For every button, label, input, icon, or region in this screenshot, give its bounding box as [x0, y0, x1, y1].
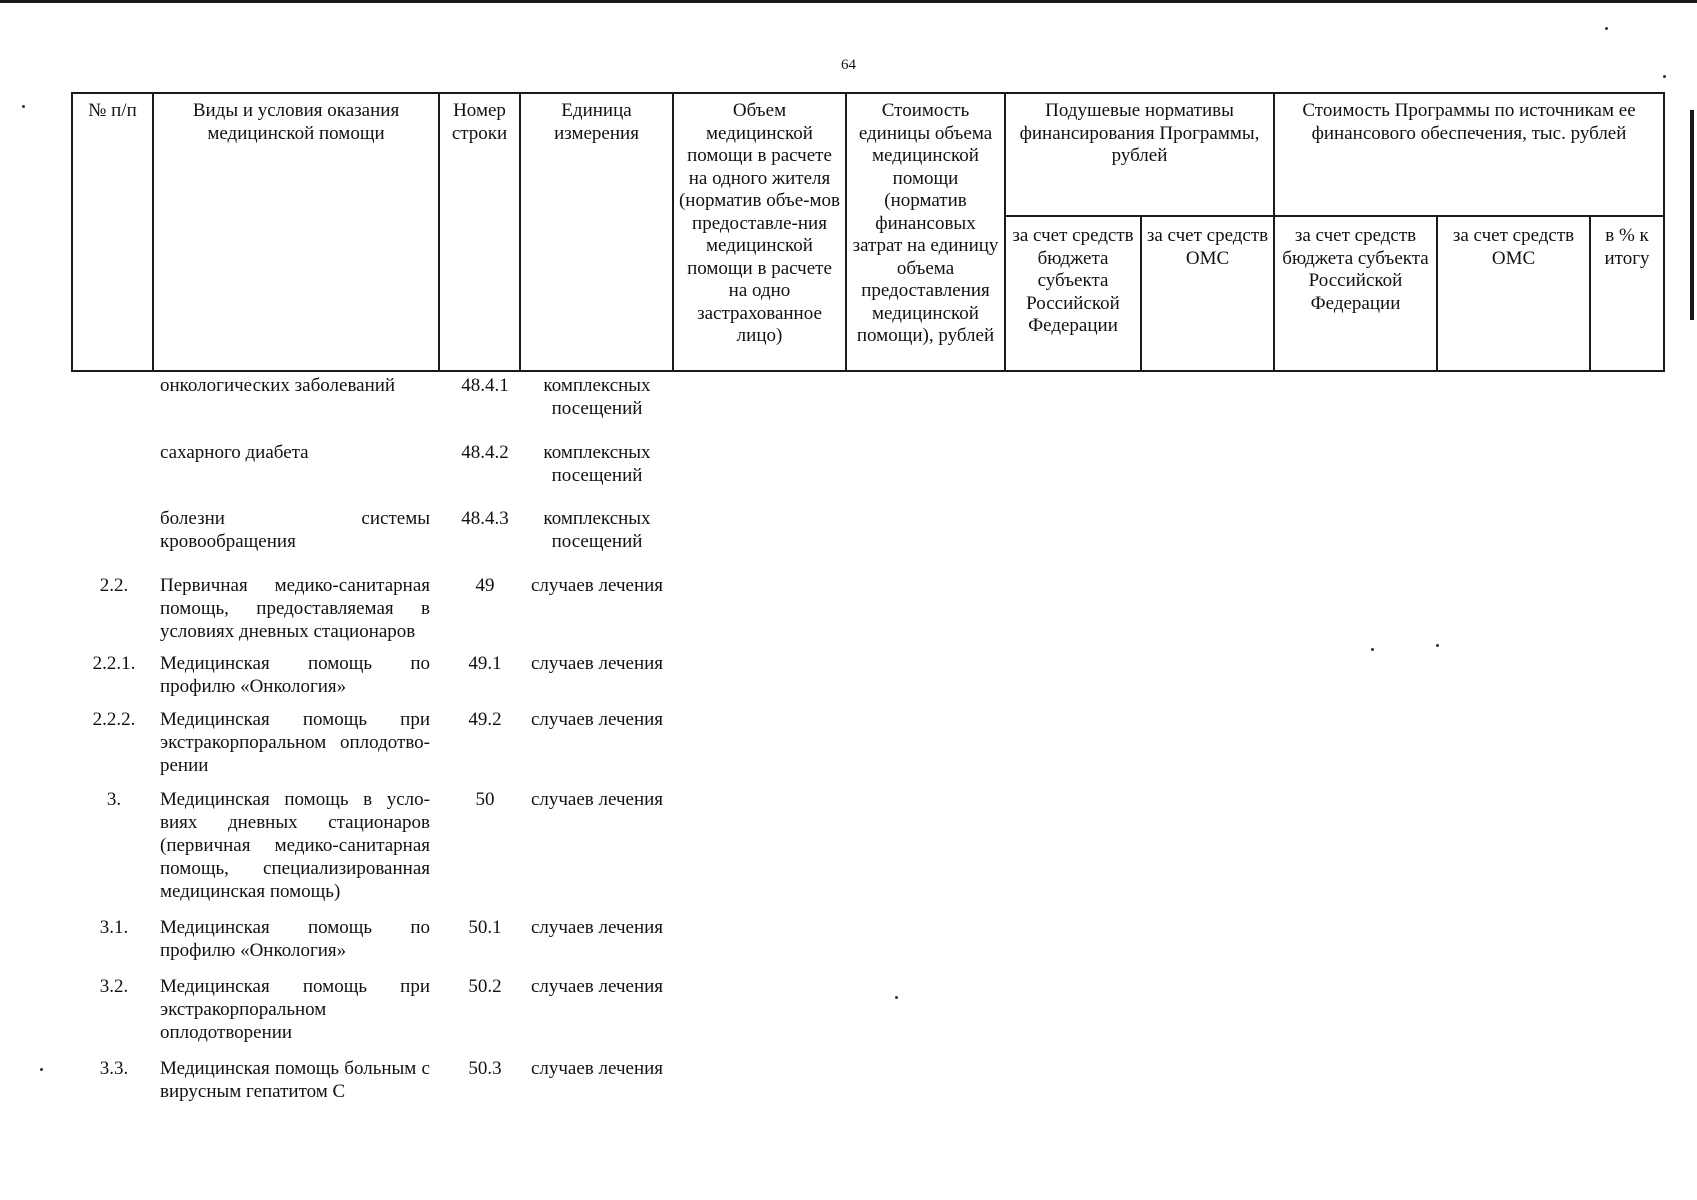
row-line-number: 50.3	[468, 1058, 502, 1079]
scan-speck	[1663, 75, 1666, 78]
row-unit: случаев лечения	[530, 653, 664, 674]
row-unit: случаев лечения	[530, 917, 664, 938]
scan-speck	[1605, 27, 1608, 30]
row-number: 2.2.	[99, 575, 129, 596]
scan-speck	[1436, 644, 1439, 647]
header-program-percent: в % к итогу	[1590, 216, 1664, 371]
row-unit: случаев лечения	[530, 976, 664, 997]
row-name: Медицинская помощь при экстракорпоральном оплодотворении	[160, 976, 430, 1043]
row-name: Первичная медико-санитарная помощь, предоставляемая в условиях дневных стационаров	[160, 575, 430, 642]
row-line-number: 50	[475, 789, 495, 810]
top-border-line	[0, 0, 1697, 3]
row-line-number: 49	[475, 575, 495, 596]
header-program-budget: за счет средств бюджета субъекта Российской Федерации	[1274, 216, 1437, 371]
row-name: онкологических заболеваний	[160, 375, 396, 396]
row-line-number: 50.1	[468, 917, 502, 938]
row-number: 3.	[106, 789, 122, 810]
header-col-unit: Единица измерения	[520, 93, 673, 371]
scan-speck	[1371, 648, 1374, 651]
header-col-line-number: Номер строки	[439, 93, 520, 371]
header-per-capita-oms: за счет средств ОМС	[1141, 216, 1274, 371]
row-line-number: 48.4.2	[461, 442, 509, 463]
row-name: Медицинская помощь при экстракорпоральном оплодотво-рении	[160, 709, 430, 776]
header-col-volume: Объем медицинской помощи в расчете на одного жителя (норматив объе-мов предоставле-ния медицинской помощи в расчете на одно застрахованное лицо)	[673, 93, 846, 371]
header-program-oms: за счет средств ОМС	[1437, 216, 1590, 371]
header-table	[71, 92, 1665, 372]
row-number: 3.3.	[99, 1058, 129, 1079]
row-unit: случаев лечения	[530, 575, 664, 596]
row-line-number: 49.1	[468, 653, 502, 674]
row-line-number: 49.2	[468, 709, 502, 730]
header-col-number: № п/п	[72, 93, 153, 371]
row-name: Медицинская помощь больным с вирусным гепатитом С	[160, 1058, 430, 1102]
header-col-per-capita: Подушевые нормативы финансирования Программы, рублей	[1005, 93, 1274, 216]
page-number: 64	[841, 57, 856, 73]
row-unit: случаев лечения	[530, 789, 664, 810]
row-name: Медицинская помощь по профилю «Онкология»	[160, 917, 430, 961]
row-number: 3.2.	[99, 976, 129, 997]
row-name: Медицинская помощь по профилю «Онкология»	[160, 653, 430, 697]
row-number: 2.2.1.	[92, 653, 136, 674]
scan-speck	[22, 105, 25, 108]
header-col-unit-cost: Стоимость единицы объема медицинской помощи (норматив финансовых затрат на единицу объема предоставления медицинской помощи), рублей	[846, 93, 1005, 371]
row-name: болезни системы кровообращения	[160, 508, 430, 552]
row-unit: комплексных посещений	[543, 508, 651, 552]
row-unit: комплексных посещений	[543, 442, 651, 486]
header-per-capita-budget: за счет средств бюджета субъекта Российской Федерации	[1005, 216, 1141, 371]
row-unit: случаев лечения	[530, 1058, 664, 1079]
row-line-number: 48.4.1	[461, 375, 509, 396]
row-name: сахарного диабета	[160, 442, 309, 463]
row-number: 2.2.2.	[92, 709, 136, 730]
row-number: 3.1.	[99, 917, 129, 938]
row-line-number: 48.4.3	[461, 508, 509, 529]
row-unit: случаев лечения	[530, 709, 664, 730]
scan-speck	[40, 1068, 43, 1071]
row-unit: комплексных посещений	[543, 375, 651, 419]
right-edge-scan-line	[1690, 110, 1694, 320]
row-name: Медицинская помощь в усло-виях дневных стационаров (первичная медико-санитарная помощь, специализированная медицинская помощь)	[160, 789, 430, 902]
scan-speck	[895, 996, 898, 999]
header-col-program-cost: Стоимость Программы по источникам ее финансового обеспечения, тыс. рублей	[1274, 93, 1664, 216]
row-line-number: 50.2	[468, 976, 502, 997]
header-col-kind: Виды и условия оказания медицинской помощи	[153, 93, 439, 371]
